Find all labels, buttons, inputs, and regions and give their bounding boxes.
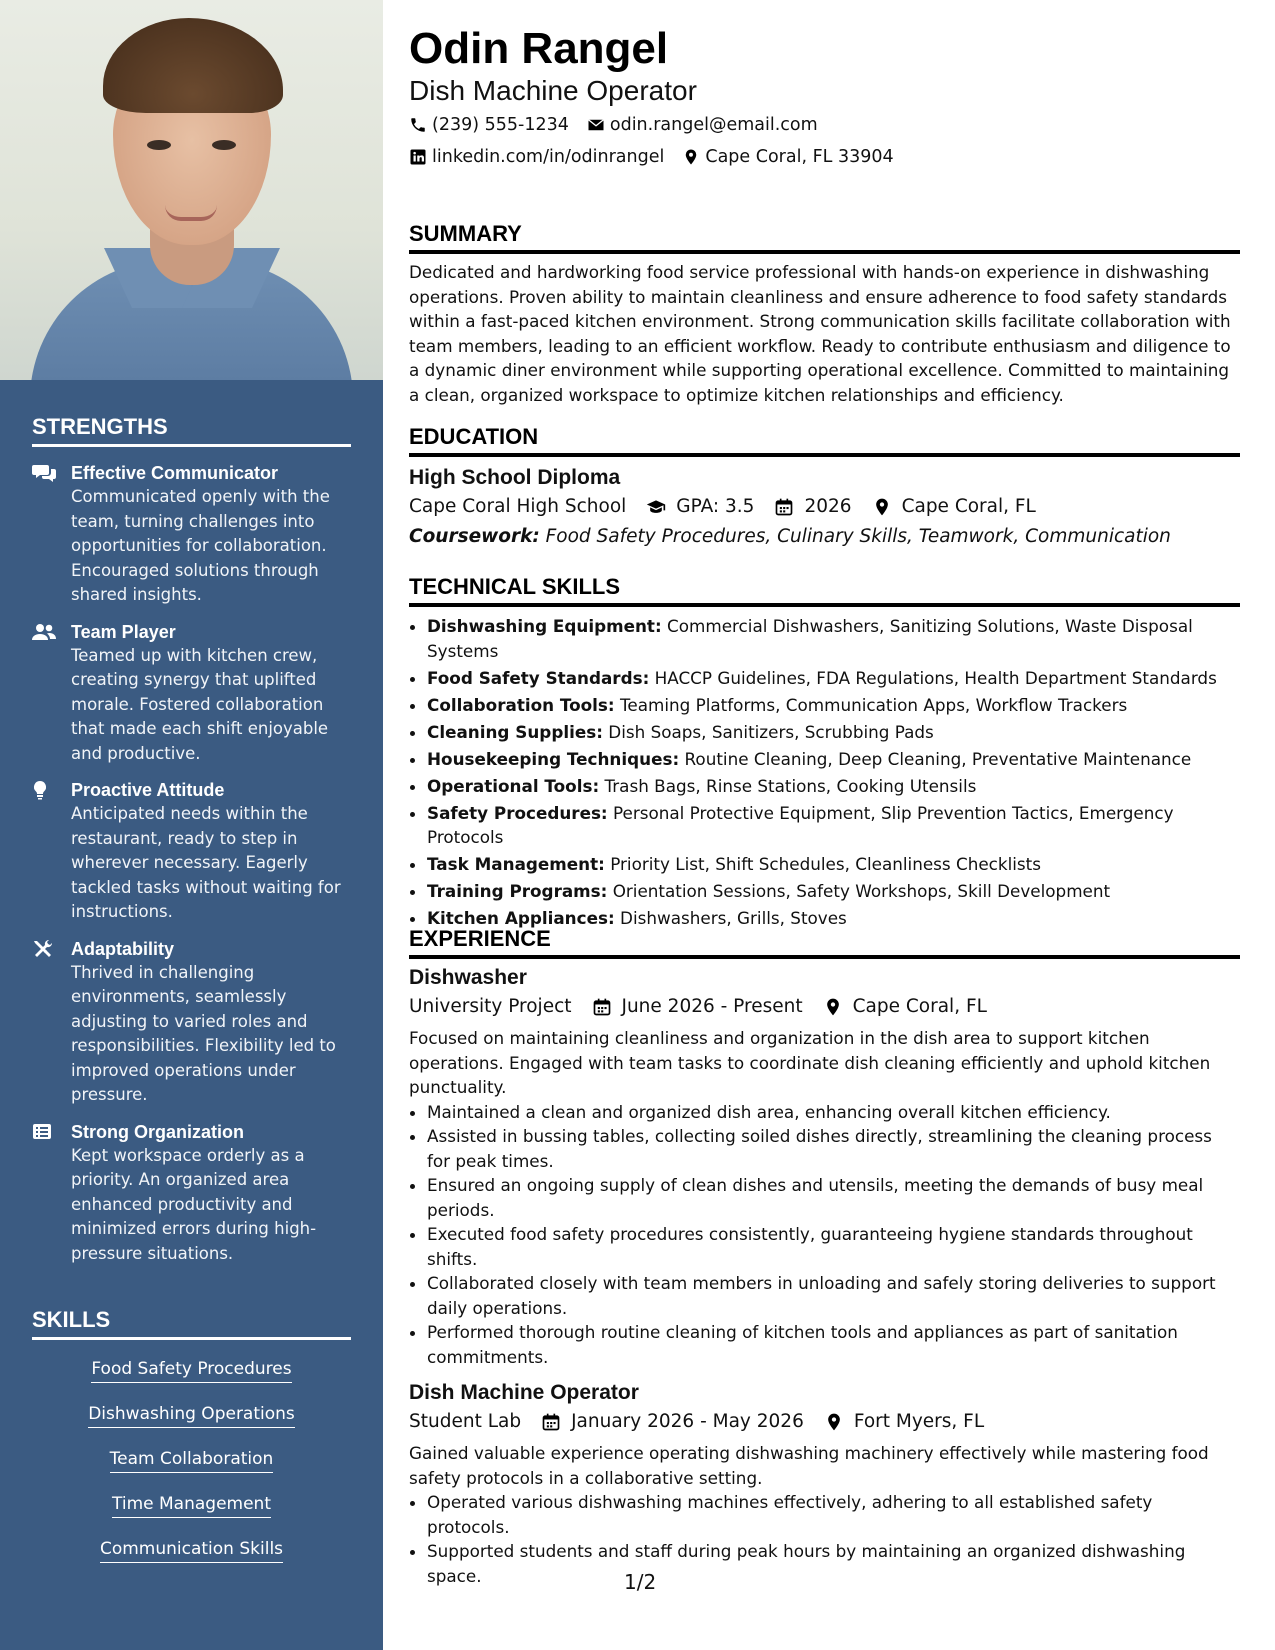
list-item: • Supported students and staff during peak hours by maintaining an organized dishwashing space.: [427, 1539, 1240, 1588]
job-entry: [409, 1379, 1240, 1588]
job-meta: [409, 992, 1240, 1022]
job-meta: [409, 1407, 1240, 1437]
strength-desc: Kept workspace orderly as a priority. An organized area enhanced productivity and minimized errors during high-pressure situations.: [71, 1145, 317, 1263]
skill-tag: Time Management: [112, 1493, 271, 1518]
strength-title: Strong Organization: [71, 1121, 244, 1142]
skill-values: Trash Bags, Rinse Stations, Cooking Utensils: [604, 775, 977, 796]
contact-row: [409, 114, 818, 136]
gpa-text: GPA: 3.5: [676, 496, 755, 517]
map-pin-icon: [823, 997, 843, 1017]
strength-desc: Communicated openly with the team, turning challenges into opportunities for collaboration. Encouraged solutions through shared insights.: [71, 487, 330, 604]
summary-heading: SUMMARY: [409, 221, 1240, 254]
profile-photo: [0, 0, 383, 380]
lightbulb-icon: [32, 780, 56, 800]
skill-tag: Food Safety Procedures: [91, 1358, 291, 1383]
strength-desc: Anticipated needs within the restaurant, ready to step in wherever necessary. Eagerly tackled tasks without waiting for instructions.: [71, 804, 341, 921]
page-number: 1/2: [624, 1570, 657, 1594]
list-item: • Collaborated closely with team members in unloading and safely storing deliveries to support daily operations.: [427, 1271, 1240, 1320]
candidate-name: Odin Rangel: [409, 24, 669, 73]
strength-desc: Teamed up with kitchen crew, creating synergy that uplifted morale. Fostered collaboration that made each shift enjoyable and productive.: [71, 645, 329, 763]
skill-values: Orientation Sessions, Safety Workshops, Skill Development: [612, 881, 1111, 901]
list-item: [427, 693, 1240, 718]
list-item: • Ensured an ongoing supply of clean dishes and utensils, meeting the demands of busy meal periods.: [427, 1173, 1240, 1222]
location-text: Cape Coral, FL 33904: [705, 147, 894, 167]
skill-category: Safety Procedures:: [427, 802, 608, 823]
list-item: [427, 720, 1240, 745]
map-pin-icon: [682, 148, 700, 166]
candidate-title: Dish Machine Operator: [409, 75, 697, 106]
skill-category: Housekeeping Techniques:: [427, 748, 680, 769]
skill-category: Food Safety Standards:: [427, 667, 650, 688]
job-location: Cape Coral, FL: [852, 996, 987, 1017]
job-org: Student Lab: [409, 1411, 522, 1432]
envelope-icon: [587, 116, 605, 134]
job-summary: Gained valuable experience operating dishwashing machinery effectively while mastering food safety protocols in a collaborative setting.: [409, 1443, 1209, 1488]
job-title: Dishwasher: [409, 966, 527, 989]
users-icon: [32, 622, 56, 642]
map-pin-icon: [872, 497, 892, 517]
skill-values: Priority List, Shift Schedules, Cleanliness Checklists: [610, 854, 1041, 874]
phone-text: (239) 555-1234: [432, 115, 569, 135]
calendar-icon: [592, 997, 612, 1017]
list-item: [427, 879, 1240, 904]
linkedin-contact[interactable]: [409, 146, 664, 168]
sidebar: [0, 0, 383, 1650]
skill-values: Routine Cleaning, Deep Cleaning, Preventative Maintenance: [684, 748, 1192, 769]
skill-values: Commercial Dishwashers, Sanitizing Solutions, Waste Disposal Systems: [427, 616, 1193, 661]
experience-section: [409, 926, 1240, 1588]
list-item: [427, 801, 1240, 850]
job-dates: June 2026 - Present: [621, 996, 803, 1017]
skill-values: HACCP Guidelines, FDA Regulations, Health Department Standards: [654, 667, 1217, 688]
strength-item: [32, 620, 351, 767]
phone-icon: [409, 116, 427, 134]
graduation-cap-icon: [646, 497, 666, 517]
strength-item: [32, 1120, 351, 1267]
strength-item: [32, 778, 351, 925]
education-heading: EDUCATION: [409, 424, 1240, 457]
list-item: [427, 666, 1240, 691]
strength-title: Adaptability: [71, 938, 175, 959]
list-item: [427, 747, 1240, 772]
skill-category: Task Management:: [427, 854, 605, 874]
phone-contact[interactable]: [409, 114, 569, 136]
list-item: • Performed thorough routine cleaning of kitchen tools and appliances as part of sanitation commitments.: [427, 1320, 1240, 1369]
list-item: • Assisted in bussing tables, collecting soiled dishes directly, streamlining the cleaning process for peak times.: [427, 1124, 1240, 1173]
contact-row: [409, 146, 894, 168]
coursework-list: Food Safety Procedures, Culinary Skills, Teamwork, Communication: [545, 526, 1171, 547]
location-contact: [682, 146, 893, 168]
list-item: [427, 614, 1240, 663]
strength-item: [32, 461, 351, 608]
email-text: odin.rangel@email.com: [609, 115, 818, 135]
job-bullets: [409, 1100, 1240, 1370]
list-item: [427, 852, 1240, 877]
list-item: • Executed food safety procedures consistently, guaranteeing hygiene standards throughout shifts.: [427, 1222, 1240, 1271]
coursework: [409, 522, 1240, 552]
map-pin-icon: [824, 1412, 844, 1432]
summary-section: [409, 221, 1240, 407]
strength-item: [32, 937, 351, 1108]
strength-title: Effective Communicator: [71, 463, 279, 483]
linkedin-icon: [409, 148, 427, 166]
skill-category: Collaboration Tools:: [427, 694, 615, 715]
experience-heading: EXPERIENCE: [409, 926, 1240, 959]
job-bullets: [409, 1490, 1240, 1588]
job-location: Fort Myers, FL: [853, 1411, 985, 1432]
summary-text: Dedicated and hardworking food service professional with hands-on experience in dishwashing operations. Proven ability to maintain cleanliness and ensure adherence to food safety standards within a fast-paced kitchen environment. Strong communication skills facilitate collaboration with team members, leading to an efficient workflow. Ready to contribute enthusiasm and diligence to a dynamic diner environment while supporting operational excellence. Committed to maintaining a clean, organized workspace to optimize kitchen relationships and efficiency.: [409, 262, 1231, 405]
strengths-heading: STRENGTHS: [32, 414, 351, 447]
skill-values: Teaming Platforms, Communication Apps, Workflow Trackers: [619, 694, 1128, 715]
list-item: • Maintained a clean and organized dish area, enhancing overall kitchen efficiency.: [427, 1100, 1240, 1125]
skills-section: [32, 1307, 351, 1563]
skill-tag: Communication Skills: [100, 1538, 283, 1563]
strength-title: Team Player: [71, 621, 176, 642]
graduation-year: 2026: [804, 496, 852, 517]
education-section: [409, 424, 1240, 552]
job-dates: January 2026 - May 2026: [571, 1411, 804, 1432]
list-item: [427, 774, 1240, 799]
education-location: Cape Coral, FL: [901, 496, 1036, 517]
job-title: Dish Machine Operator: [409, 1381, 639, 1404]
skill-category: Cleaning Supplies:: [427, 721, 603, 742]
tools-icon: [32, 939, 56, 959]
skill-category: Operational Tools:: [427, 775, 600, 796]
strength-desc: Thrived in challenging environments, seamlessly adjusting to varied roles and responsibilities. Flexibility led to improved operations under pressure.: [71, 962, 336, 1104]
job-org: University Project: [409, 996, 572, 1017]
skill-values: Dish Soaps, Sanitizers, Scrubbing Pads: [608, 721, 934, 742]
strength-title: Proactive Attitude: [71, 780, 225, 800]
school-name: Cape Coral High School: [409, 496, 627, 517]
coursework-label: Coursework:: [409, 526, 540, 547]
calendar-icon: [541, 1412, 561, 1432]
technical-skills-section: [409, 574, 1240, 933]
skill-category: Training Programs:: [427, 881, 608, 901]
technical-skills-heading: TECHNICAL SKILLS: [409, 574, 1240, 607]
skills-heading: SKILLS: [32, 1307, 351, 1340]
list-item: • Operated various dishwashing machines effectively, adhering to all established safety protocols.: [427, 1490, 1240, 1539]
calendar-icon: [774, 497, 794, 517]
skill-tag: Team Collaboration: [110, 1448, 274, 1473]
comments-icon: [32, 463, 56, 483]
education-meta: [409, 492, 1240, 522]
skill-category: Kitchen Appliances:: [427, 908, 615, 928]
job-entry: [409, 964, 1240, 1369]
degree-title: High School Diploma: [409, 466, 621, 489]
strengths-section: [32, 414, 351, 1266]
skill-values: Dishwashers, Grills, Stoves: [620, 908, 847, 928]
technical-skills-list: [409, 614, 1240, 931]
skill-tag: Dishwashing Operations: [88, 1403, 295, 1428]
job-summary: Focused on maintaining cleanliness and organization in the dish area to support kitchen operations. Engaged with team tasks to coordinate dish cleaning efficiently and uphold kitchen punctuality.: [409, 1028, 1211, 1097]
skill-values: Personal Protective Equipment, Slip Prevention Tactics, Emergency Protocols: [427, 802, 1174, 847]
list-icon: [32, 1122, 56, 1142]
skill-category: Dishwashing Equipment:: [427, 616, 662, 636]
linkedin-text: linkedin.com/in/odinrangel: [432, 147, 665, 167]
email-contact[interactable]: [587, 114, 818, 136]
